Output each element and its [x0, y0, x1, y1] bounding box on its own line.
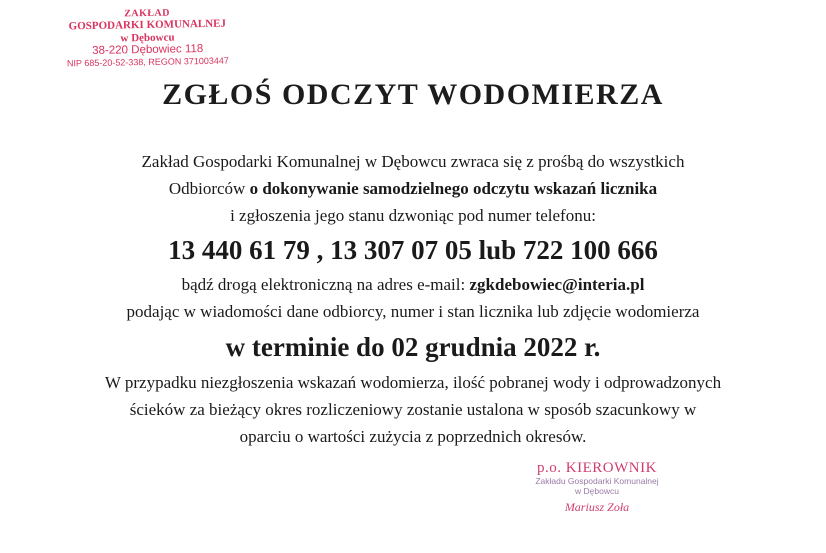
- signature-org: w Dębowcu: [575, 486, 619, 497]
- note-line: oparciu o wartości zużycia z poprzednich okresów.: [239, 427, 587, 446]
- body-line: [40, 271, 786, 298]
- signature-title: p.o. KIEROWNIK: [537, 460, 657, 476]
- deadline: w terminie do 02 grudnia 2022 r.: [225, 332, 601, 362]
- body-bold-text: o dokonywanie samodzielnego odczytu wskazań licznika: [249, 179, 658, 198]
- stamp-line: ZAKŁAD: [124, 7, 171, 20]
- announcement-body: [40, 148, 786, 450]
- phone-numbers: 13 440 61 79 , 13 307 07 05 lub 722 100 666: [168, 235, 658, 265]
- signature-org: Zakładu Gospodarki Komunalnej: [535, 476, 659, 487]
- note-line: W przypadku niezgłoszenia wskazań wodomierza, ilość pobranej wody i odprowadzonych: [104, 373, 722, 392]
- signature-name: Mariusz Zoła: [564, 499, 630, 514]
- body-line: Zakład Gospodarki Komunalnej w Dębowcu zwraca się z prośbą do wszystkich: [141, 152, 685, 171]
- body-text: bądź drogą elektroniczną na adres e-mail:: [181, 275, 466, 294]
- body-line: [40, 175, 786, 202]
- email-address[interactable]: zgkdebowiec@interia.pl: [469, 275, 645, 294]
- note-line: ścieków za bieżący okres rozliczeniowy zostanie ustalona w sposób szacunkowy w: [129, 400, 697, 419]
- company-stamp: [40, 6, 256, 69]
- stamp-line: NIP 685-20-52-338, REGON 371003447: [66, 55, 229, 69]
- signature-stamp: [508, 460, 686, 515]
- stamp-line: GOSPODARKI KOMUNALNEJ: [68, 17, 227, 33]
- body-text: Odbiorców: [168, 179, 246, 198]
- stamp-line: w Dębowcu: [120, 31, 175, 44]
- body-line: i zgłoszenia jego stanu dzwoniąc pod numer telefonu:: [230, 206, 596, 225]
- page-title: ZGŁOŚ ODCZYT WODOMIERZA: [162, 78, 664, 111]
- stamp-line: 38-220 Dębowiec 118: [92, 42, 204, 57]
- body-line: podając w wiadomości dane odbiorcy, numer i stan licznika lub zdjęcie wodomierza: [126, 302, 700, 321]
